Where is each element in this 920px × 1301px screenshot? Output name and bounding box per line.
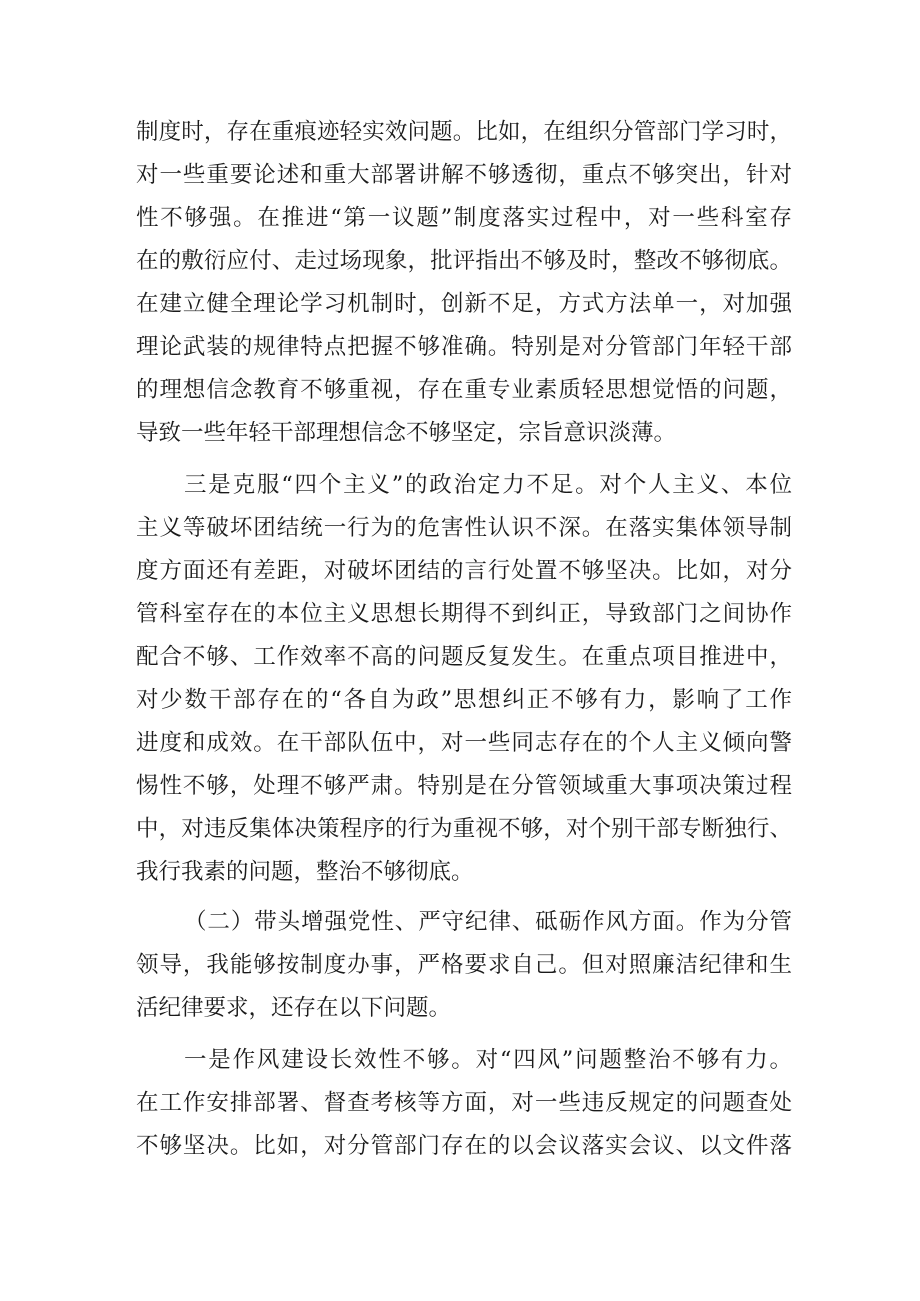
text-line: 理论武装的规律特点把握不够准确。特别是对分管部门年轻干部 — [136, 334, 792, 360]
text-line: 配合不够、工作效率不高的问题反复发生。在重点项目推进中， — [136, 644, 792, 670]
text-line: 进度和成效。在干部队伍中，对一些同志存在的个人主义倾向警 — [136, 730, 792, 756]
text-line: 在工作安排部署、督查考核等方面，对一些违反规定的问题查处 — [136, 1090, 792, 1116]
text-line: 不够坚决。比如，对分管部门存在的以会议落实会议、以文件落 — [136, 1133, 792, 1159]
text-line: 度方面还有差距，对破坏团结的言行处置不够坚决。比如，对分 — [136, 558, 792, 584]
text-line: 我行我素的问题，整治不够彻底。 — [136, 859, 474, 885]
text-line: 性不够强。在推进“第一议题”制度落实过程中，对一些科室存 — [136, 205, 792, 231]
text-line: 对少数干部存在的“各自为政”思想纠正不够有力，影响了工作 — [136, 687, 792, 713]
text-line: 中，对违反集体决策程序的行为重视不够，对个别干部专断独行、 — [136, 816, 792, 842]
text-line: 对一些重要论述和重大部署讲解不够透彻，重点不够突出，针对 — [136, 162, 792, 188]
paragraph-first-line: 一是作风建设长效性不够。对“四风”问题整治不够有力。 — [184, 1047, 792, 1073]
paragraph-first-line: 三是克服“四个主义”的政治定力不足。对个人主义、本位 — [184, 472, 792, 498]
text-line: 制度时，存在重痕迹轻实效问题。比如，在组织分管部门学习时， — [136, 119, 792, 145]
text-line: 导致一些年轻干部理想信念不够坚定，宗旨意识淡薄。 — [136, 420, 677, 446]
section-heading-line: （二）带头增强党性、严守纪律、砥砺作风方面。作为分管 — [184, 909, 792, 935]
text-line: 主义等破坏团结统一行为的危害性认识不深。在落实集体领导制 — [136, 515, 792, 541]
text-line: 在建立健全理论学习机制时，创新不足，方式方法单一，对加强 — [136, 291, 792, 317]
text-line: 惕性不够，处理不够严肃。特别是在分管领域重大事项决策过程 — [136, 773, 792, 799]
text-line: 活纪律要求，还存在以下问题。 — [136, 995, 452, 1021]
text-line: 管科室存在的本位主义思想长期得不到纠正，导致部门之间协作 — [136, 601, 792, 627]
text-line: 的理想信念教育不够重视，存在重专业素质轻思想觉悟的问题， — [136, 377, 792, 403]
text-line: 在的敷衍应付、走过场现象，批评指出不够及时，整改不够彻底。 — [136, 248, 792, 274]
text-line: 领导，我能够按制度办事，严格要求自己。但对照廉洁纪律和生 — [136, 952, 792, 978]
